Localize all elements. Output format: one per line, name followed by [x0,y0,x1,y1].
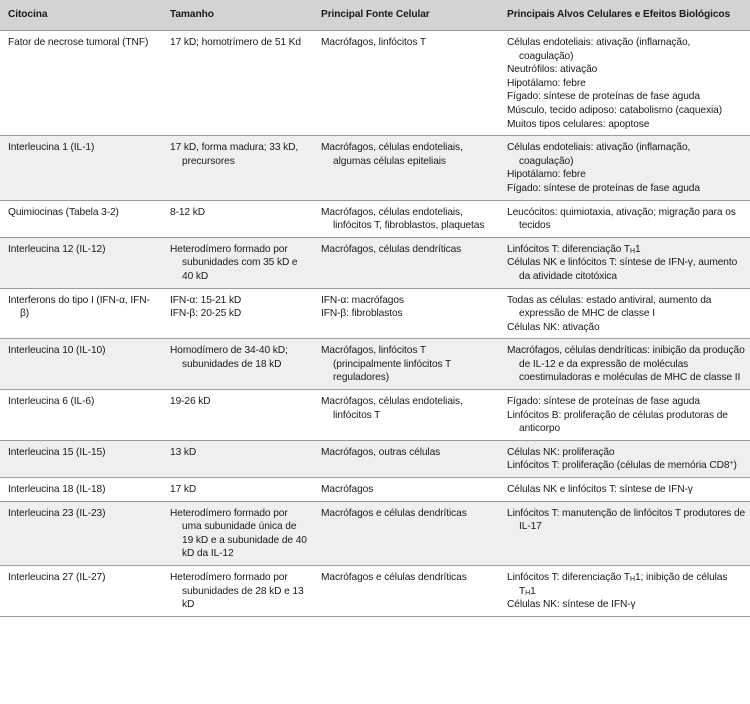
cell-cytokine [0,390,162,441]
cell-targets [499,136,750,200]
cell-cytokine [0,237,162,288]
cell-text: Macrófagos, outras células [321,446,441,458]
table-row [0,136,750,200]
table-row [0,390,750,441]
text-fragment: Linfócitos T: diferenciação T [507,243,631,255]
cell-text: Interleucina 23 (IL-23) [8,507,106,519]
cell-targets [499,288,750,339]
text-fragment: H [630,576,635,583]
cell-text: Macrófagos, células endoteliais, algumas células epiteliais [321,142,463,167]
cell-line: IFN-α: 15-21 kD [170,294,242,306]
cell-text: 17 kD [170,484,197,496]
table-body [0,31,750,617]
cell-size [162,31,313,136]
table-row [0,440,750,477]
cell-source [313,339,499,390]
cell-source [313,200,499,237]
cell-size [162,566,313,617]
target-effect: Fígado: síntese de proteínas de fase aguda [507,182,700,194]
cell-targets [499,390,750,441]
cell-text: Interleucina 6 (IL-6) [8,396,95,408]
cell-source [313,136,499,200]
cell-text: Heterodímero formado por uma subunidade única de 19 kD e a subunidade de 40 kD da IL-12 [170,507,307,560]
cell-size [162,288,313,339]
cell-source [313,237,499,288]
cell-text: 19-26 kD [170,396,211,408]
cell-cytokine [0,501,162,565]
target-effect [507,243,746,257]
cell-targets [499,237,750,288]
cell-size [162,390,313,441]
cell-cytokine [0,339,162,390]
text-fragment: 1 [634,243,641,255]
target-effect: Macrófagos, células dendríticas: inibição da produção de IL-12 e da expressão de moléculas coestimuladoras e moléculas de MHC de classe II [507,345,745,384]
cell-source [313,288,499,339]
cell-cytokine [0,566,162,617]
cell-cytokine [0,288,162,339]
cell-targets [499,200,750,237]
target-effect: Células NK: proliferação [507,446,615,458]
cell-text: 8-12 kD [170,206,205,218]
cell-cytokine [0,136,162,200]
cell-text: Macrófagos, células endoteliais, linfócitos T, fibroblastos, plaquetas [321,206,485,232]
cell-size [162,237,313,288]
table-header [0,0,750,31]
cell-text: Macrófagos, células endoteliais, linfócitos T [321,396,463,421]
cell-text: 17 kD; homotrímero de 51 Kd [170,37,301,48]
target-effect: Células endoteliais: ativação (inflamação, coagulação) [507,142,691,167]
text-fragment: 1 [530,585,536,597]
header-targets: Principais Alvos Celulares e Efeitos Biológicos [499,0,750,31]
text-fragment: + [729,460,734,468]
target-effect: Hipotálamo: febre [507,77,586,89]
header-source: Principal Fonte Celular [313,0,499,31]
cell-text: Macrófagos e células dendríticas [321,507,467,519]
cell-text: Interleucina 15 (IL-15) [8,446,106,458]
target-effect: Células NK: ativação [507,321,600,333]
target-effect: Todas as células: estado antiviral, aumento da expressão de MHC de classe I [507,294,712,320]
target-effect: Neutrófilos: ativação [507,64,598,76]
cell-text: 13 kD [170,446,197,458]
target-effect: Fígado: síntese de proteínas de fase aguda [507,91,700,103]
text-fragment: 1; inibição de células T [519,572,728,597]
target-effect: Células NK e linfócitos T: síntese de IFN-γ [507,484,693,496]
table-row [0,200,750,237]
cell-size [162,339,313,390]
cell-text: Quimiocinas (Tabela 3-2) [8,206,119,218]
cell-text: Interferons do tipo I (IFN-α, IFN-β) [8,294,150,320]
header-row [0,0,750,31]
cell-text: Heterodímero formado por subunidades de 28 kD e 13 kD [170,572,304,611]
target-effect [507,571,746,598]
cell-text: Interleucina 1 (IL-1) [8,142,95,154]
target-effect: Células NK e linfócitos T: síntese de IFN-γ, aumento da atividade citotóxica [507,257,738,282]
table-row [0,339,750,390]
cell-text: Interleucina 27 (IL-27) [8,572,106,583]
cell-targets [499,339,750,390]
cell-source [313,501,499,565]
cell-source [313,478,499,502]
cell-text: Macrófagos, linfócitos T (principalmente linfócitos T reguladores) [321,345,451,384]
header-size: Tamanho [162,0,313,31]
cell-cytokine [0,31,162,136]
text-fragment: Linfócitos T: diferenciação T [507,572,631,583]
cell-text: 17 kD, forma madura; 33 kD, precursores [170,142,299,167]
cell-targets [499,478,750,502]
cell-source [313,31,499,136]
cell-source [313,390,499,441]
text-fragment: H [525,589,531,597]
cell-size [162,200,313,237]
cell-text: Macrófagos, linfócitos T [321,37,426,48]
cell-size [162,136,313,200]
cell-source [313,566,499,617]
cell-line: IFN-β: fibroblastos [321,308,403,320]
target-effect: Muitos tipos celulares: apoptose [507,118,650,130]
cell-cytokine [0,200,162,237]
cell-size [162,440,313,477]
text-fragment: ) [733,460,737,472]
text-fragment: H [630,247,635,255]
target-effect: Células endoteliais: ativação (inflamação, coagulação) [507,37,691,62]
cell-text: Macrófagos e células dendríticas [321,572,467,583]
cell-cytokine [0,478,162,502]
cell-targets [499,440,750,477]
cell-cytokine [0,440,162,477]
cell-text: Macrófagos, células dendríticas [321,243,462,255]
cell-line: IFN-β: 20-25 kD [170,308,242,320]
table-row [0,566,750,617]
target-effect: Músculo, tecido adiposo: catabolismo (caquexia) [507,104,723,116]
target-effect: Fígado: síntese de proteínas de fase aguda [507,396,700,408]
cell-size [162,478,313,502]
cell-line: IFN-α: macrófagos [321,294,404,306]
cell-text: Homodímero de 34-40 kD; subunidades de 18 kD [170,345,288,370]
cell-size [162,501,313,565]
cell-text: Heterodímero formado por subunidades com 35 kD e 40 kD [170,243,298,282]
cell-targets [499,566,750,617]
target-effect: Leucócitos: quimiotaxia, ativação; migração para os tecidos [507,206,736,232]
cell-targets [499,31,750,136]
cell-text: Interleucina 10 (IL-10) [8,345,106,357]
table-row [0,31,750,136]
target-effect: Células NK: síntese de IFN-γ [507,599,636,611]
text-fragment: Linfócitos T: proliferação (células de memória CD8 [507,460,730,472]
target-effect: Linfócitos T: manutenção de linfócitos T produtores de IL-17 [507,507,746,533]
table-row [0,237,750,288]
table-row [0,501,750,565]
cell-text: Interleucina 18 (IL-18) [8,484,106,496]
cell-text: Interleucina 12 (IL-12) [8,243,106,255]
table-row [0,288,750,339]
target-effect [507,459,746,473]
header-cytokine: Citocina [0,0,162,31]
cell-text: Macrófagos [321,484,374,496]
target-effect: Linfócitos B: proliferação de células produtoras de anticorpo [507,409,728,435]
cell-text: Fator de necrose tumoral (TNF) [8,37,149,48]
table-row [0,478,750,502]
cell-targets [499,501,750,565]
cell-source [313,440,499,477]
target-effect: Hipotálamo: febre [507,169,586,181]
